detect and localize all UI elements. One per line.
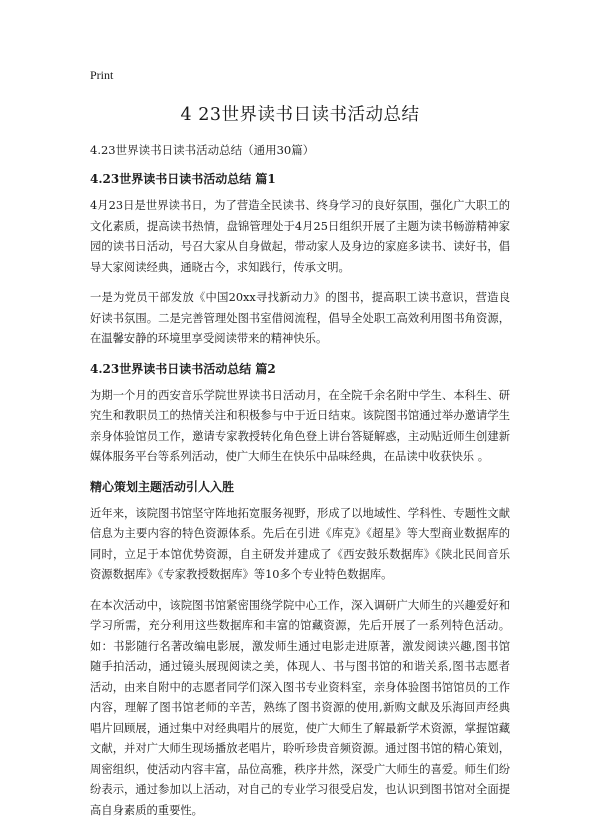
section-2 [90,360,510,468]
document-title: 4 23世界读书日读书活动总结 [90,101,510,126]
paragraph: 一是为党员干部发放《中国20xx寻找新动力》的图书，提高职工读书意识，营造良好读书氛围。二是完善管理处图书室借阅流程，倡导全处职工高效利用图书角资源，在温馨安静的环境里享受阅读带来的精神快乐。 [90,288,510,350]
document-subtitle: 4.23世界读书日读书活动总结（通用30篇） [90,142,510,158]
paragraph: 在本次活动中，该院图书馆紧密围绕学院中心工作，深入调研广大师生的兴趣爱好和学习所需，充分利用这些数据库和丰富的馆藏资源，先后开展了一系列特色活动。如：书影随行名著改编电影展，激发师生通过电影走进原著，激发阅读兴趣,图书馆随手拍活动，通过镜头展现阅读之美，体现人、书与图书馆的和谐关系,图书志愿者活动，由来自附中的志愿者同学们深入图书专业资料室，亲身体验图书馆馆员的工作内容，理解了图书馆老师的辛苦，熟练了图书资源的使用,新购文献及乐海回声经典唱片回顾展，通过集中对经典唱片的展览，使广大师生了解最新学术资源，掌握馆藏文献，并对广大师生现场播放老唱片，聆听珍贵音频资源。通过图书馆的精心策划，周密组织，使活动内容丰富，品位高雅，秩序井然，深受广大师生的喜爱。师生们纷纷表示，通过参加以上活动，对自己的专业学习很受启发，也认识到图书馆对全面提高自身素质的重要性。 [90,596,510,821]
section-3 [90,478,510,821]
section-heading: 4.23世界读书日读书活动总结 篇2 [90,360,510,377]
section-1 [90,170,510,350]
section-heading: 精心策划主题活动引人入胜 [90,478,510,495]
paragraph: 近年来，该院图书馆坚守阵地拓宽服务视野，形成了以地域性、学科性、专题性文献信息为主要内容的特色资源体系。先后在引进《库克》《超星》等大型商业数据库的同时，立足于本馆优势资源，自主研发并建成了《西安鼓乐数据库》《陕北民间音乐资源数据库》《专家教授数据库》等10多个专业特色数据库。 [90,504,510,586]
section-heading: 4.23世界读书日读书活动总结 篇1 [90,170,510,187]
print-label: Print [90,68,510,83]
paragraph: 4月23日是世界读书日，为了营造全民读书、终身学习的良好氛围，强化广大职工的文化素质，提高读书热情，盘锦管理处于4月25日组织开展了主题为读书畅游精神家园的读书日活动，号召大家从自身做起，带动家人及身边的家庭多读书、读好书，倡导大家阅读经典，通晓古今，求知践行，传承文明。 [90,196,510,278]
paragraph: 为期一个月的西安音乐学院世界读书日活动月，在全院千余名附中学生、本科生、研究生和教职员工的热情关注和积极参与中于近日结束。该院图书馆通过举办邀请学生亲身体验馆员工作，邀请专家教授转化角色登上讲台答疑解惑，主动贴近师生创建新媒体服务平台等系列活动，使广大师生在快乐中品味经典，在品读中收获快乐 。 [90,386,510,468]
